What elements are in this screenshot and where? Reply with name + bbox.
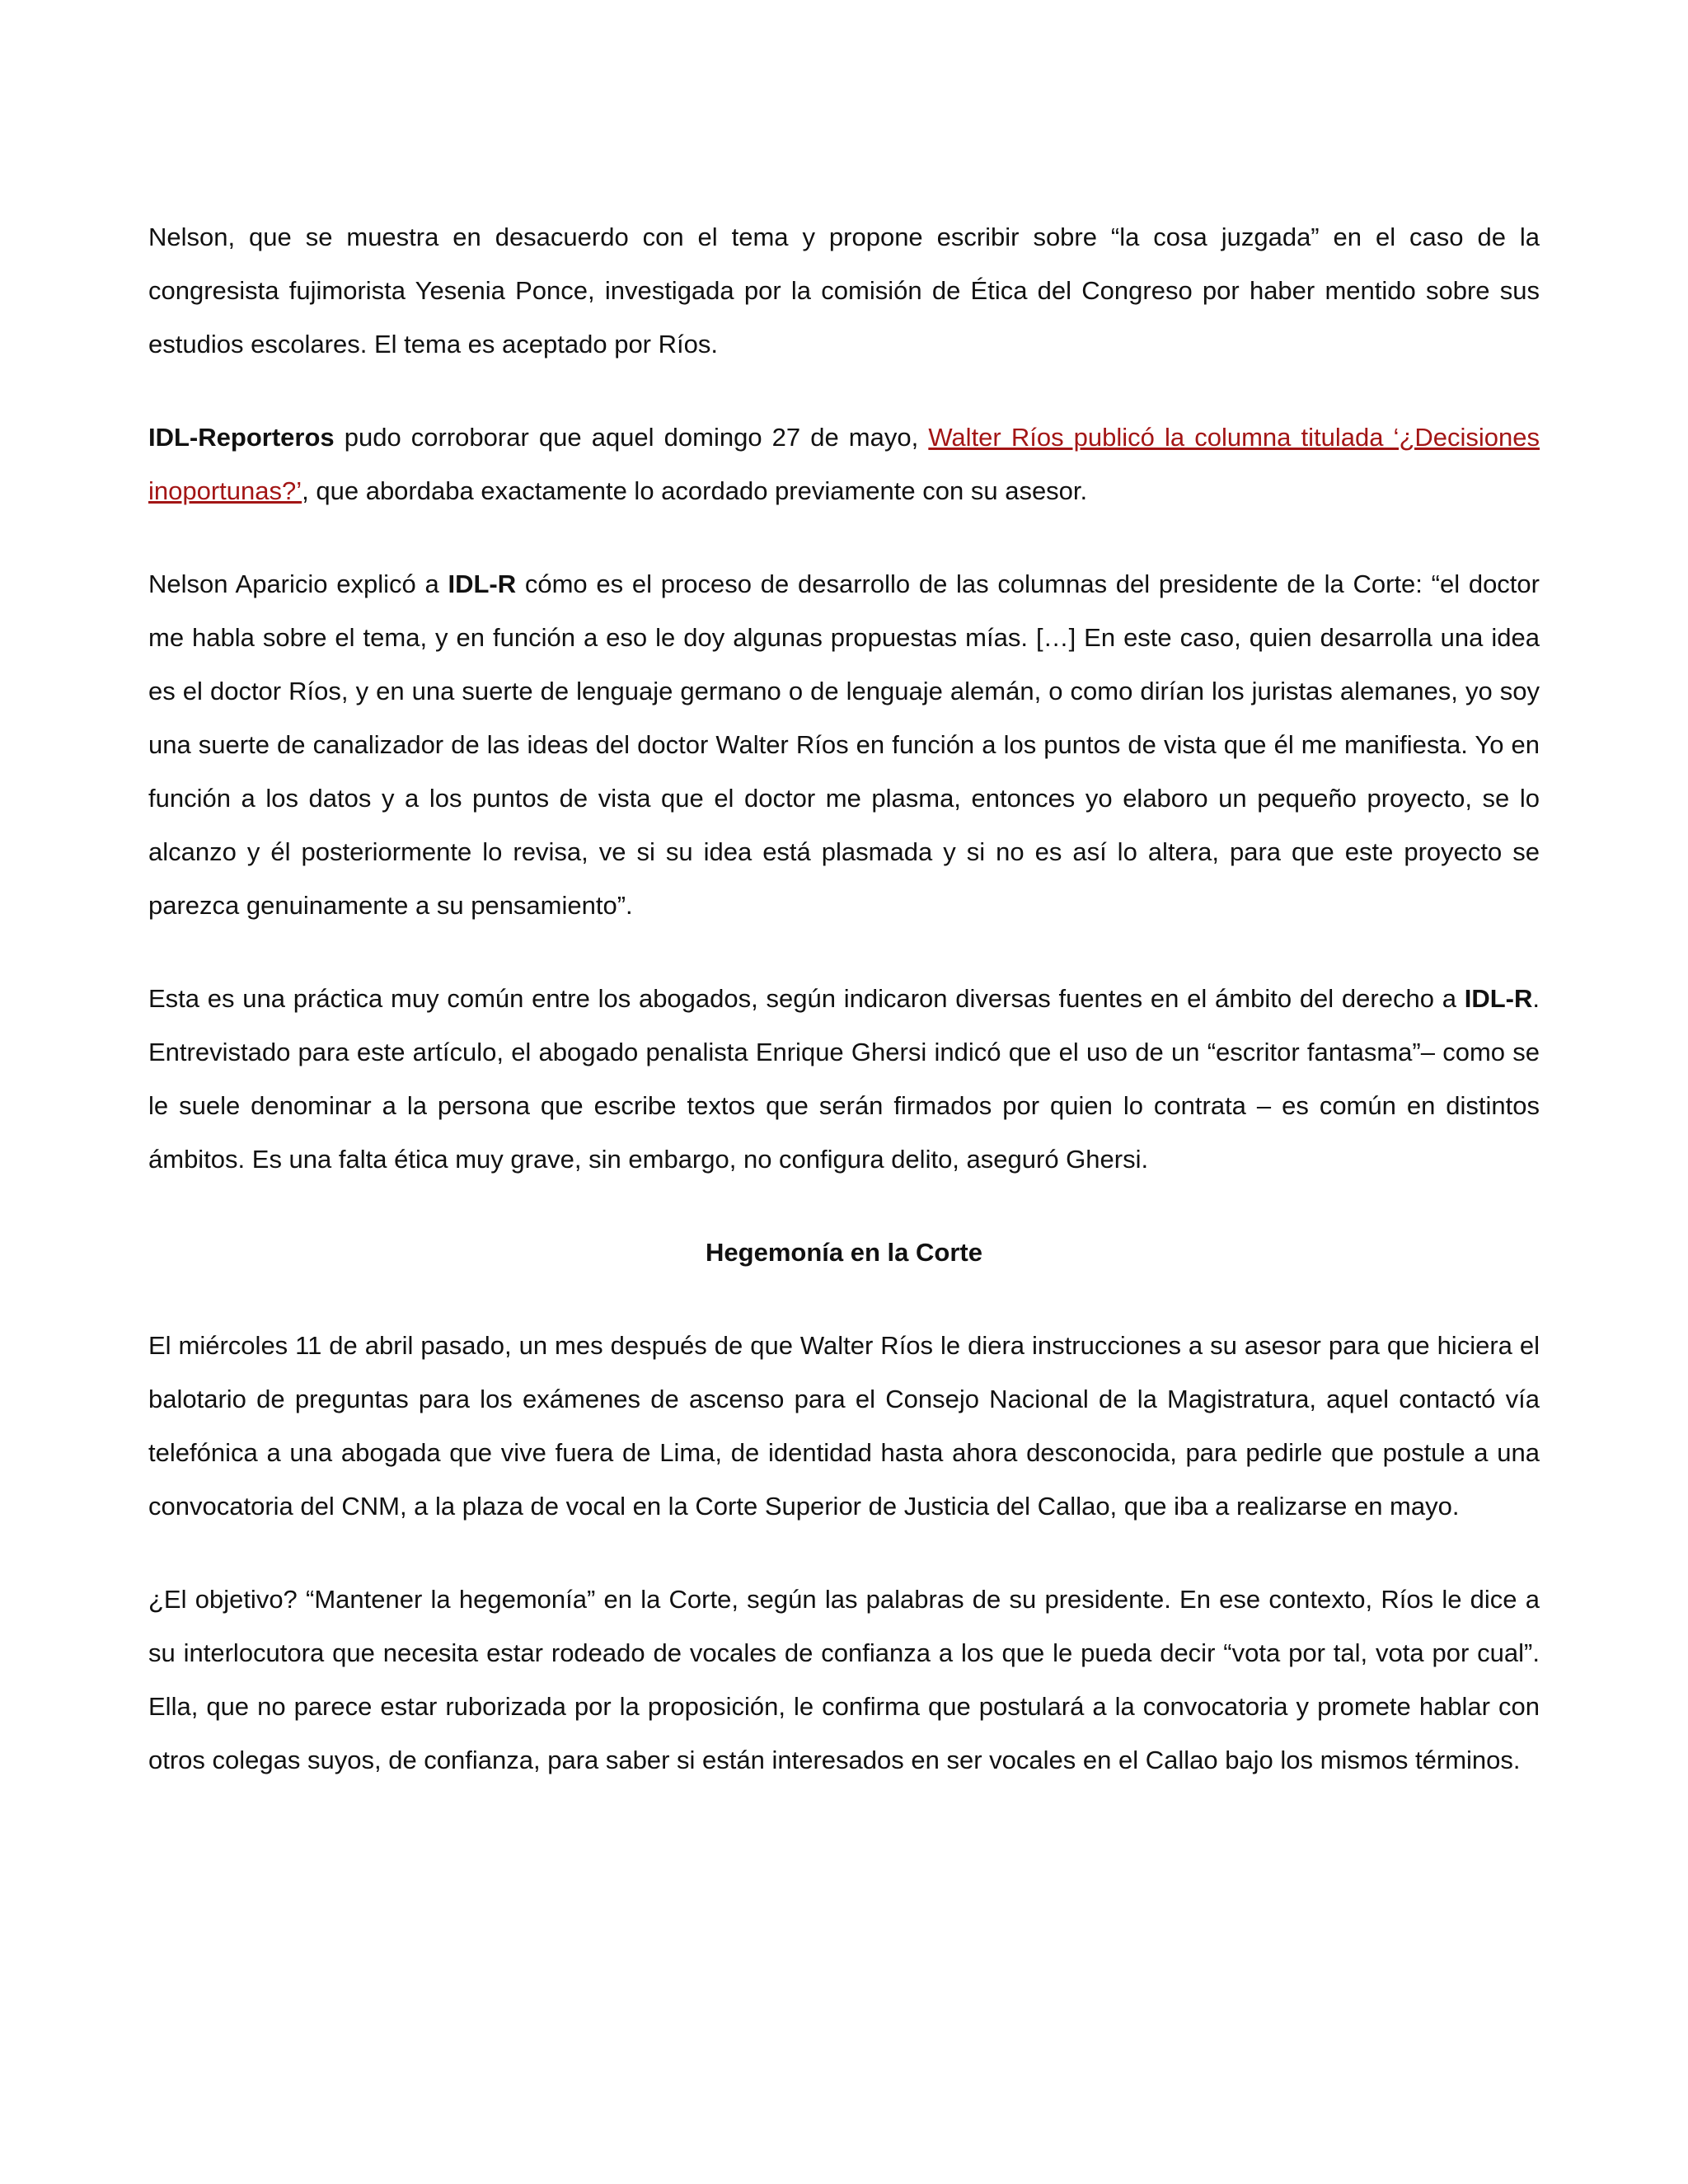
paragraph-1 [148,210,1540,371]
paragraph-4 [148,972,1540,1186]
idl-reporteros-bold: IDL-Reporteros [148,423,335,452]
idl-r-bold: IDL-R [1464,984,1533,1013]
paragraph-6 [148,1572,1540,1787]
document-page [148,210,1540,1787]
idl-r-bold: IDL-R [448,569,517,598]
paragraph-4-text-b: . Entrevistado para este artículo, el abogado penalista Enrique Ghersi indicó que el uso de un “escritor fantasma”– como se le suele denominar a la persona que escribe textos que serán firmados por quien lo contrata – es común en distintos ámbitos. Es una falta ética muy grave, sin embargo, no configura delito, aseguró Ghersi. [148,984,1540,1174]
paragraph-5 [148,1319,1540,1533]
paragraph-3 [148,557,1540,932]
paragraph-3-text-a: Nelson Aparicio explicó a [148,569,448,598]
paragraph-6-text: ¿El objetivo? “Mantener la hegemonía” en la Corte, según las palabras de su presidente. En ese contexto, Ríos le dice a su interlocutora que necesita estar rodeado de vocales de confianza a los que le pueda decir “vota por tal, vota por cual”. Ella, que no parece estar ruborizada por la proposición, le confirma que postulará a la convocatoria y promete hablar con otros colegas suyos, de confianza, para saber si están interesados en ser vocales en el Callao bajo los mismos términos. [148,1585,1540,1774]
section-heading: Hegemonía en la Corte [706,1238,982,1267]
paragraph-1-text: Nelson, que se muestra en desacuerdo con el tema y propone escribir sobre “la cosa juzgada” en el caso de la congresista fujimorista Yesenia Ponce, investigada por la comisión de Ética del Congreso por haber mentido sobre sus estudios escolares. El tema es aceptado por Ríos. [148,223,1540,359]
paragraph-2 [148,410,1540,518]
paragraph-4-text-a: Esta es una práctica muy común entre los abogados, según indicaron diversas fuentes en el ámbito del derecho a [148,984,1465,1013]
column-link[interactable]: Walter Ríos publicó la columna titulada ‘¿Decisiones inoportunas?’ [148,423,1540,505]
paragraph-3-text-b: cómo es el proceso de desarrollo de las columnas del presidente de la Corte: “el doctor me habla sobre el tema, y en función a eso le doy algunas propuestas mías. […] En este caso, quien desarrolla una idea es el doctor Ríos, y en una suerte de lenguaje germano o de lenguaje alemán, o como dirían los juristas alemanes, yo soy una suerte de canalizador de las ideas del doctor Walter Ríos en función a los puntos de vista que él me manifiesta. Yo en función a los datos y a los puntos de vista que el doctor me plasma, entonces yo elaboro un pequeño proyecto, se lo alcanzo y él posteriormente lo revisa, ve si su idea está plasmada y si no es así lo altera, para que este proyecto se parezca genuinamente a su pensamiento”. [148,569,1540,920]
paragraph-2-text-b: , que abordaba exactamente lo acordado previamente con su asesor. [302,476,1088,505]
paragraph-5-text: El miércoles 11 de abril pasado, un mes después de que Walter Ríos le diera instrucciones a su asesor para que hiciera el balotario de preguntas para los exámenes de ascenso para el Consejo Nacional de la Magistratura, aquel contactó vía telefónica a una abogada que vive fuera de Lima, de identidad hasta ahora desconocida, para pedirle que postule a una convocatoria del CNM, a la plaza de vocal en la Corte Superior de Justicia del Callao, que iba a realizarse en mayo. [148,1331,1540,1521]
paragraph-2-text-a: pudo corroborar que aquel domingo 27 de mayo, [334,423,929,452]
